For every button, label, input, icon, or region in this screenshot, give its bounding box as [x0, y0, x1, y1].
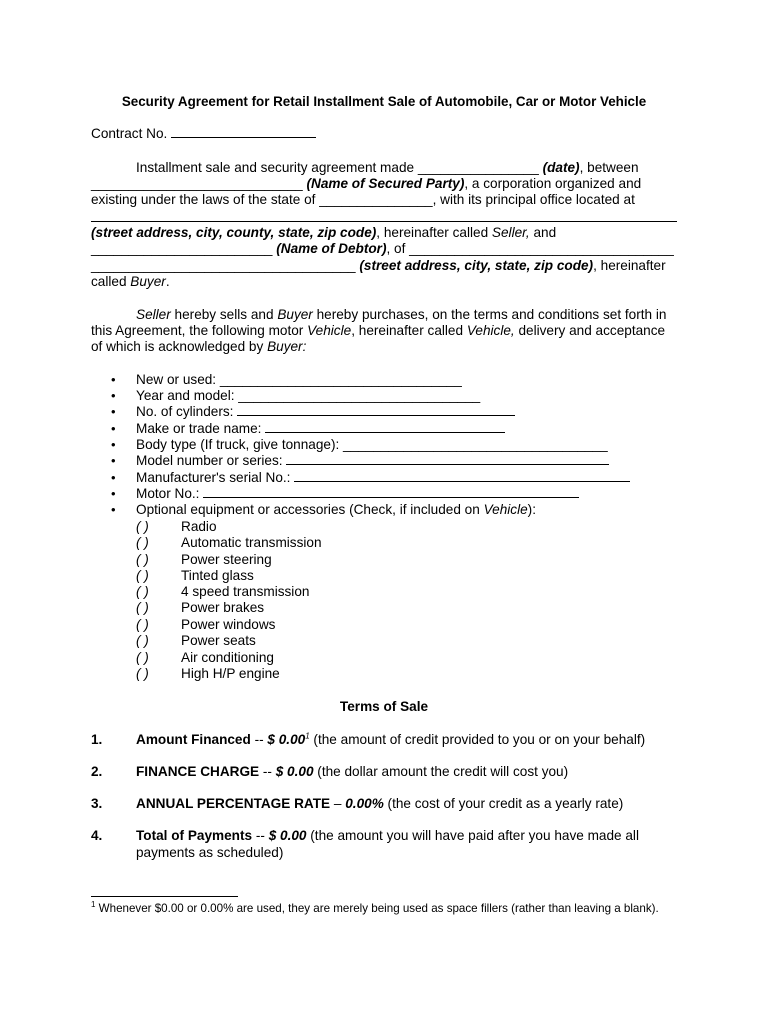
- street-address-blank[interactable]: [91, 221, 677, 222]
- field-make: Make or trade name:: [136, 421, 505, 436]
- checkbox-radio[interactable]: ( ): [136, 519, 149, 534]
- para1-line7: called Buyer.: [91, 274, 170, 289]
- para1-line6: ___________________________________ (street address, city, state, zip code), hereinafter: [91, 258, 666, 273]
- contract-label: Contract No.: [91, 126, 168, 141]
- option-label: High H/P engine: [181, 666, 280, 681]
- bullet-icon: •: [111, 502, 116, 517]
- bullet-icon: •: [111, 404, 116, 419]
- para1-line2: ____________________________ (Name of Secured Party), a corporation organized and: [91, 176, 642, 191]
- checkbox-4-speed[interactable]: ( ): [136, 584, 149, 599]
- checkbox-air-conditioning[interactable]: ( ): [136, 650, 149, 665]
- para1-line1: Installment sale and security agreement made ________________ (date), between: [136, 160, 639, 175]
- field-year-model: Year and model: ________________________________: [136, 388, 481, 403]
- checkbox-power-steering[interactable]: ( ): [136, 552, 149, 567]
- field-optional-equipment: Optional equipment or accessories (Check, if included on Vehicle):: [136, 502, 536, 517]
- bullet-icon: •: [111, 486, 116, 501]
- option-label: Radio: [181, 519, 217, 534]
- option-label: Tinted glass: [181, 568, 254, 583]
- field-model-number: Model number or series:: [136, 453, 609, 468]
- para1-line3: existing under the laws of the state of _______________, with its principal office located at: [91, 192, 635, 207]
- checkbox-power-seats[interactable]: ( ): [136, 633, 149, 648]
- bullet-icon: •: [111, 437, 116, 452]
- motor-no-blank[interactable]: [203, 486, 579, 498]
- term-total-payments-cont: payments as scheduled): [136, 845, 284, 860]
- bullet-icon: •: [111, 453, 116, 468]
- footnote: $^1$ Whenever $0.00 or 0.00% are used, they are merely being used as space fillers (rather than leaving a blank).: [91, 900, 659, 915]
- term-apr: ANNUAL PERCENTAGE RATE – 0.00% (the cost of your credit as a yearly rate): [136, 796, 624, 811]
- option-label: Power windows: [181, 617, 276, 632]
- option-label: Power brakes: [181, 600, 265, 615]
- bullet-icon: •: [111, 372, 116, 387]
- term-number: 4.: [91, 828, 103, 843]
- checkbox-power-windows[interactable]: ( ): [136, 617, 149, 632]
- bullet-icon: •: [111, 388, 116, 403]
- option-label: 4 speed transmission: [181, 584, 310, 599]
- bullet-icon: •: [111, 470, 116, 485]
- field-motor-no: Motor No.:: [136, 486, 579, 501]
- checkbox-tinted-glass[interactable]: ( ): [136, 568, 149, 583]
- term-number: 1.: [91, 732, 103, 747]
- model-number-blank[interactable]: [286, 453, 609, 465]
- para2-line1: Seller hereby sells and Buyer hereby purchases, on the terms and conditions set forth in: [136, 307, 667, 322]
- field-new-or-used: New or used: ________________________________: [136, 372, 462, 387]
- term-number: 3.: [91, 796, 103, 811]
- contract-number-line: [91, 126, 316, 142]
- term-number: 2.: [91, 764, 103, 779]
- option-label: Power seats: [181, 633, 256, 648]
- field-body-type: Body type (If truck, give tonnage): ___________________________________: [136, 437, 608, 452]
- term-amount-financed: Amount Financed -- $ 0.00$^1$ (the amount of credit provided to you or on your behalf): [136, 731, 646, 747]
- para2-line3: of which is acknowledged by Buyer:: [91, 339, 307, 354]
- cylinders-blank[interactable]: [237, 404, 515, 416]
- field-serial: Manufacturer's serial No.:: [136, 470, 630, 485]
- checkbox-high-hp-engine[interactable]: ( ): [136, 666, 149, 681]
- para1-line4: (street address, city, county, state, zip code), hereinafter called Seller, and: [91, 225, 557, 240]
- option-label: Power steering: [181, 552, 272, 567]
- option-label: Air conditioning: [181, 650, 274, 665]
- make-blank[interactable]: [265, 421, 505, 433]
- footnote-divider: [91, 896, 238, 897]
- terms-heading: Terms of Sale: [339, 699, 429, 714]
- term-finance-charge: FINANCE CHARGE -- $ 0.00 (the dollar amount the credit will cost you): [136, 764, 569, 779]
- checkbox-power-brakes[interactable]: ( ): [136, 600, 149, 615]
- document-title: Security Agreement for Retail Installment Sale of Automobile, Car or Motor Vehicle: [121, 94, 647, 109]
- checkbox-automatic-transmission[interactable]: ( ): [136, 535, 149, 550]
- para1-line5: ________________________ (Name of Debtor), of ___________________________________: [91, 241, 674, 256]
- para2-line2: this Agreement, the following motor Vehicle, hereinafter called Vehicle, delivery and acceptance: [91, 323, 666, 338]
- term-total-payments: Total of Payments -- $ 0.00 (the amount you will have paid after you have made all: [136, 828, 639, 843]
- serial-blank[interactable]: [294, 470, 630, 482]
- option-label: Automatic transmission: [181, 535, 322, 550]
- contract-number-blank[interactable]: [171, 126, 316, 138]
- field-cylinders: No. of cylinders:: [136, 404, 515, 419]
- bullet-icon: •: [111, 421, 116, 436]
